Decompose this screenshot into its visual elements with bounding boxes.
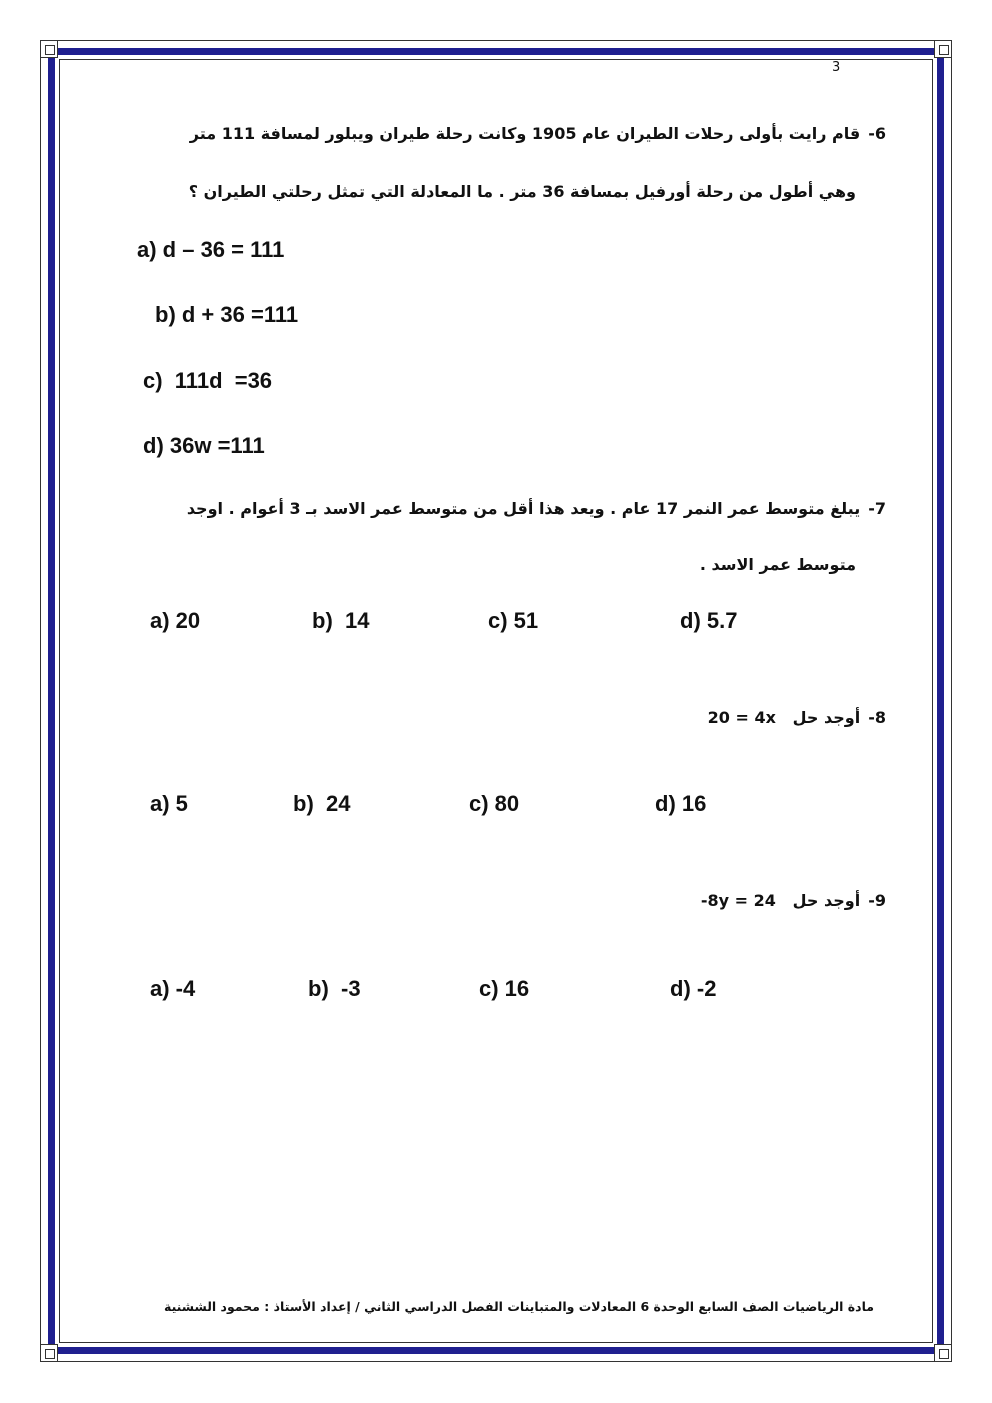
question-8-number: 8- <box>868 708 886 727</box>
question-8-line <box>708 708 886 727</box>
question-7-text-1: يبلغ متوسط عمر النمر 17 عام . ويعد هذا أقل من متوسط عمر الاسد بـ 3 أعوام . اوجد <box>186 499 861 518</box>
corner-ornament-bottom-right <box>934 1344 952 1362</box>
question-7-number: 7- <box>868 499 886 518</box>
question-7-option-c[interactable]: c) 51 <box>488 608 539 633</box>
question-9-line <box>701 891 886 910</box>
question-8-option-a[interactable]: a) 5 <box>150 791 188 816</box>
question-8-option-d[interactable]: d) 16 <box>655 791 707 816</box>
question-6-option-b[interactable]: b) d + 36 =111 <box>155 302 299 327</box>
question-8-option-b[interactable]: b) 24 <box>293 791 351 816</box>
question-8-equation: 20 = 4x <box>707 708 776 727</box>
question-6-option-c[interactable]: c) 111d =36 <box>143 368 273 393</box>
question-8-text: أوجد حل <box>792 708 861 727</box>
question-9-number: 9- <box>868 891 886 910</box>
question-9-text: أوجد حل <box>792 891 861 910</box>
page-footer: مادة الرياضيات الصف السابع الوحدة 6 المعادلات والمتباينات الفصل الدراسي الثاني / إعداد الأستاذ : محمود الششنية <box>163 1299 874 1314</box>
page-number: 3 <box>832 60 841 75</box>
question-6-line-2: وهي أطول من رحلة أورفيل بمسافة 36 متر . ما المعادلة التي تمثل رحلتي الطيران ؟ <box>188 182 856 201</box>
question-6-option-d[interactable]: d) 36w =111 <box>143 433 265 458</box>
corner-ornament-top-left <box>40 40 58 58</box>
question-6-line-1 <box>190 124 886 143</box>
question-8-option-c[interactable]: c) 80 <box>469 791 520 816</box>
question-9-equation: -8y = 24 <box>700 891 776 910</box>
question-9-option-b[interactable]: b) -3 <box>308 976 361 1001</box>
question-6-number: 6- <box>868 124 886 143</box>
question-9-option-a[interactable]: a) -4 <box>150 976 196 1001</box>
question-7-line-2: متوسط عمر الاسد . <box>699 555 856 574</box>
question-7-option-b[interactable]: b) 14 <box>312 608 370 633</box>
question-7-option-d[interactable]: d) 5.7 <box>680 608 738 633</box>
corner-ornament-top-right <box>934 40 952 58</box>
question-9-option-d[interactable]: d) -2 <box>670 976 717 1001</box>
question-6-text-1: قام رايت بأولى رحلات الطيران عام 1905 وكانت رحلة طيران ويبلور لمسافة 111 متر <box>189 124 861 143</box>
question-6-option-a[interactable]: a) d – 36 = 111 <box>137 237 285 262</box>
question-7-line-1 <box>187 499 886 518</box>
question-7-option-a[interactable]: a) 20 <box>150 608 201 633</box>
corner-ornament-bottom-left <box>40 1344 58 1362</box>
question-9-option-c[interactable]: c) 16 <box>479 976 530 1001</box>
